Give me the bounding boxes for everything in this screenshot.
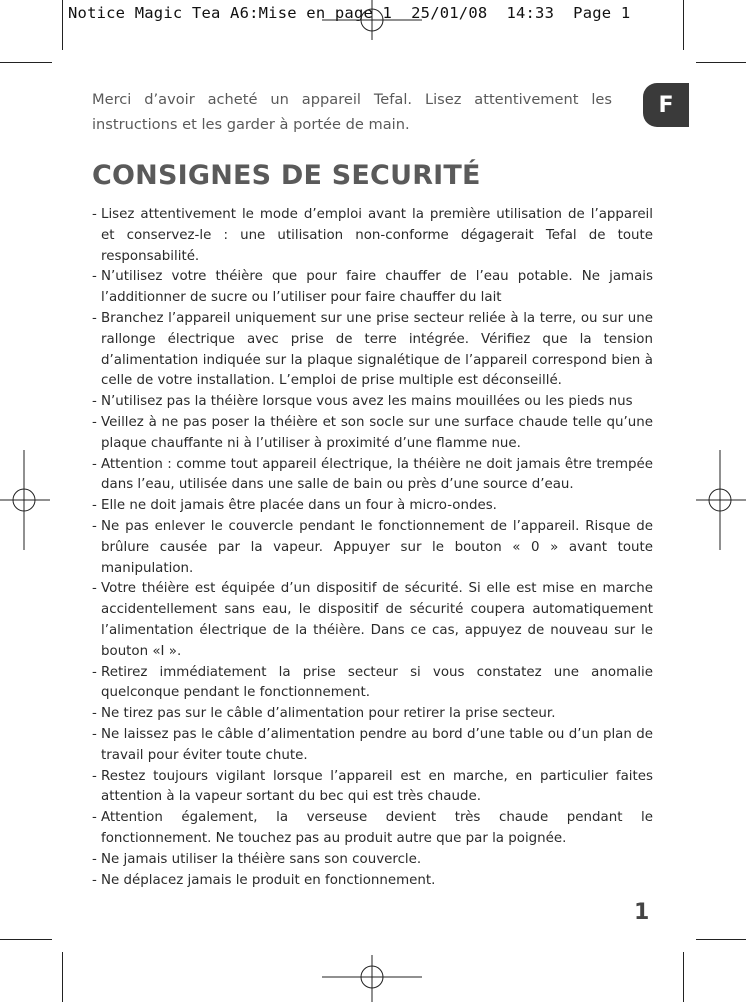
list-item: - Ne laissez pas le câble d’alimentation pendre au bord d’une table ou d’un plan de travail pour éviter toute chute. bbox=[92, 726, 653, 763]
list-item: - Attention : comme tout appareil électrique, la théière ne doit jamais être trempée dans l’eau, utilisée dans une salle de bain ou près d’une source d’eau. bbox=[92, 456, 653, 493]
intro-text: Merci d’avoir acheté un appareil Tefal. Lisez attentivement les instructions et les garder à portée de main. bbox=[92, 91, 612, 133]
list-item: - N’utilisez pas la théière lorsque vous avez les mains mouillées ou les pieds nus bbox=[92, 394, 633, 410]
list-item: - Ne déplacez jamais le produit en fonctionnement. bbox=[92, 872, 436, 888]
list-item-text: Ne tirez pas sur le câble d’alimentation pour retirer la prise secteur. bbox=[101, 706, 556, 722]
crop-mark bbox=[0, 939, 52, 940]
list-item-text: Ne déplacez jamais le produit en fonctionnement. bbox=[101, 872, 436, 888]
crop-mark bbox=[0, 62, 52, 63]
list-item: - Ne tirez pas sur le câble d’alimentation pour retirer la prise secteur. bbox=[92, 706, 556, 722]
list-item: - Retirez immédiatement la prise secteur si vous constatez une anomalie quelconque pendant le fonctionnement. bbox=[92, 664, 653, 701]
language-tab: F bbox=[643, 83, 689, 127]
list-item-text: Elle ne doit jamais être placée dans un four à micro-ondes. bbox=[101, 498, 497, 514]
list-item-text: Branchez l’appareil uniquement sur une prise secteur reliée à la terre, ou sur une rallonge électrique avec prise de terre intégrée. Vérifiez que la tension d’alimentation indiquée sur la plaque signalétique de l’appareil correspond bien à celle de votre installation. L’emploi de prise multiple est déconseillé. bbox=[101, 310, 653, 389]
list-item-text: Attention également, la verseuse devient très chaude pendant le fonctionnement. Ne touchez pas au produit autre que par la poignée. bbox=[101, 810, 653, 846]
list-item-text: Ne laissez pas le câble d’alimentation pendre au bord d’une table ou d’un plan de travail pour éviter toute chute. bbox=[101, 726, 653, 763]
list-item-text: N’utilisez pas la théière lorsque vous avez les mains mouillées ou les pieds nus bbox=[101, 394, 633, 410]
list-item: - Veillez à ne pas poser la théière et son socle sur une surface chaude telle qu’une plaque chauffante ni à l’utiliser à proximité d’une flamme nue. bbox=[92, 414, 653, 451]
registration-mark-top bbox=[322, 0, 422, 40]
print-header: Notice Magic Tea A6:Mise en page 1 25/01/08 14:33 Page 1 bbox=[68, 4, 631, 22]
crop-mark bbox=[696, 939, 746, 940]
list-item-text: Veillez à ne pas poser la théière et son socle sur une surface chaude telle qu’une plaque chauffante ni à l’utiliser à proximité d’une flamme nue. bbox=[101, 414, 653, 451]
registration-mark-right bbox=[696, 450, 746, 550]
crop-mark bbox=[683, 952, 684, 1002]
crop-mark bbox=[62, 0, 63, 50]
crop-mark bbox=[62, 952, 63, 1002]
list-item: - N’utilisez votre théière que pour faire chauffer de l’eau potable. Ne jamais l’additionner de sucre ou l’utiliser pour faire chauffer du lait bbox=[92, 269, 653, 306]
list-item: - Lisez attentivement le mode d’emploi avant la première utilisation de l’appareil et conservez-le : une utilisation non-conforme dégagerait Tefal de toute responsabilité. bbox=[92, 207, 653, 264]
safety-list bbox=[92, 205, 653, 891]
registration-mark-left bbox=[0, 450, 50, 550]
crop-mark bbox=[696, 62, 746, 63]
list-item: - Attention également, la verseuse devient très chaude pendant le fonctionnement. Ne touchez pas au produit autre que par la poignée. bbox=[92, 810, 653, 846]
list-item: - Ne pas enlever le couvercle pendant le fonctionnement de l’appareil. Risque de brûlure causée par la vapeur. Appuyer sur le bouton « 0 » avant toute manipulation. bbox=[92, 518, 653, 576]
crop-mark bbox=[683, 0, 684, 50]
page-number: 1 bbox=[634, 900, 650, 925]
list-item-text: Ne jamais utiliser la théière sans son couvercle. bbox=[101, 851, 422, 867]
list-item-text: Attention : comme tout appareil électrique, la théière ne doit jamais être trempée dans l’eau, utilisée dans une salle de bain ou près d’une source d’eau. bbox=[101, 456, 653, 493]
registration-mark-bottom bbox=[322, 955, 422, 1002]
list-item: - Restez toujours vigilant lorsque l’appareil est en marche, en particulier faites attention à la vapeur sortant du bec qui est très chaude. bbox=[92, 768, 653, 805]
list-item: - Votre théière est équipée d’un dispositif de sécurité. Si elle est mise en marche accidentellement sans eau, le dispositif de sécurité coupera automatiquement l’alimentation électrique de la théière. Dans ce cas, appuyez de nouveau sur le bouton «I ». bbox=[92, 581, 653, 659]
list-item-text: Retirez immédiatement la prise secteur si vous constatez une anomalie quelconque pendant le fonctionnement. bbox=[101, 664, 653, 701]
list-item: - Ne jamais utiliser la théière sans son couvercle. bbox=[92, 851, 422, 867]
list-item: - Elle ne doit jamais être placée dans un four à micro-ondes. bbox=[92, 498, 497, 514]
list-item-text: N’utilisez votre théière que pour faire chauffer de l’eau potable. Ne jamais l’additionner de sucre ou l’utiliser pour faire chauffer du lait bbox=[101, 269, 653, 306]
list-item-text: Restez toujours vigilant lorsque l’appareil est en marche, en particulier faites attention à la vapeur sortant du bec qui est très chaude. bbox=[101, 768, 653, 805]
list-item-text: Lisez attentivement le mode d’emploi avant la première utilisation de l’appareil et conservez-le : une utilisation non-conforme dégagerait Tefal de toute responsabilité. bbox=[101, 207, 653, 264]
section-title: CONSIGNES DE SECURITÉ bbox=[92, 160, 481, 191]
list-item: - Branchez l’appareil uniquement sur une prise secteur reliée à la terre, ou sur une rallonge électrique avec prise de terre intégrée. Vérifiez que la tension d’alimentation indiquée sur la plaque signalétique de l’appareil correspond bien à celle de votre installation. L’emploi de prise multiple est déconseillé. bbox=[92, 310, 653, 389]
list-item-text: Ne pas enlever le couvercle pendant le fonctionnement de l’appareil. Risque de brûlure causée par la vapeur. Appuyer sur le bouton « 0 » avant toute manipulation. bbox=[101, 518, 653, 576]
list-item-text: Votre théière est équipée d’un dispositif de sécurité. Si elle est mise en marche accidentellement sans eau, le dispositif de sécurité coupera automatiquement l’alimentation électrique de la théière. Dans ce cas, appuyez de nouveau sur le bouton «I ». bbox=[101, 581, 653, 659]
